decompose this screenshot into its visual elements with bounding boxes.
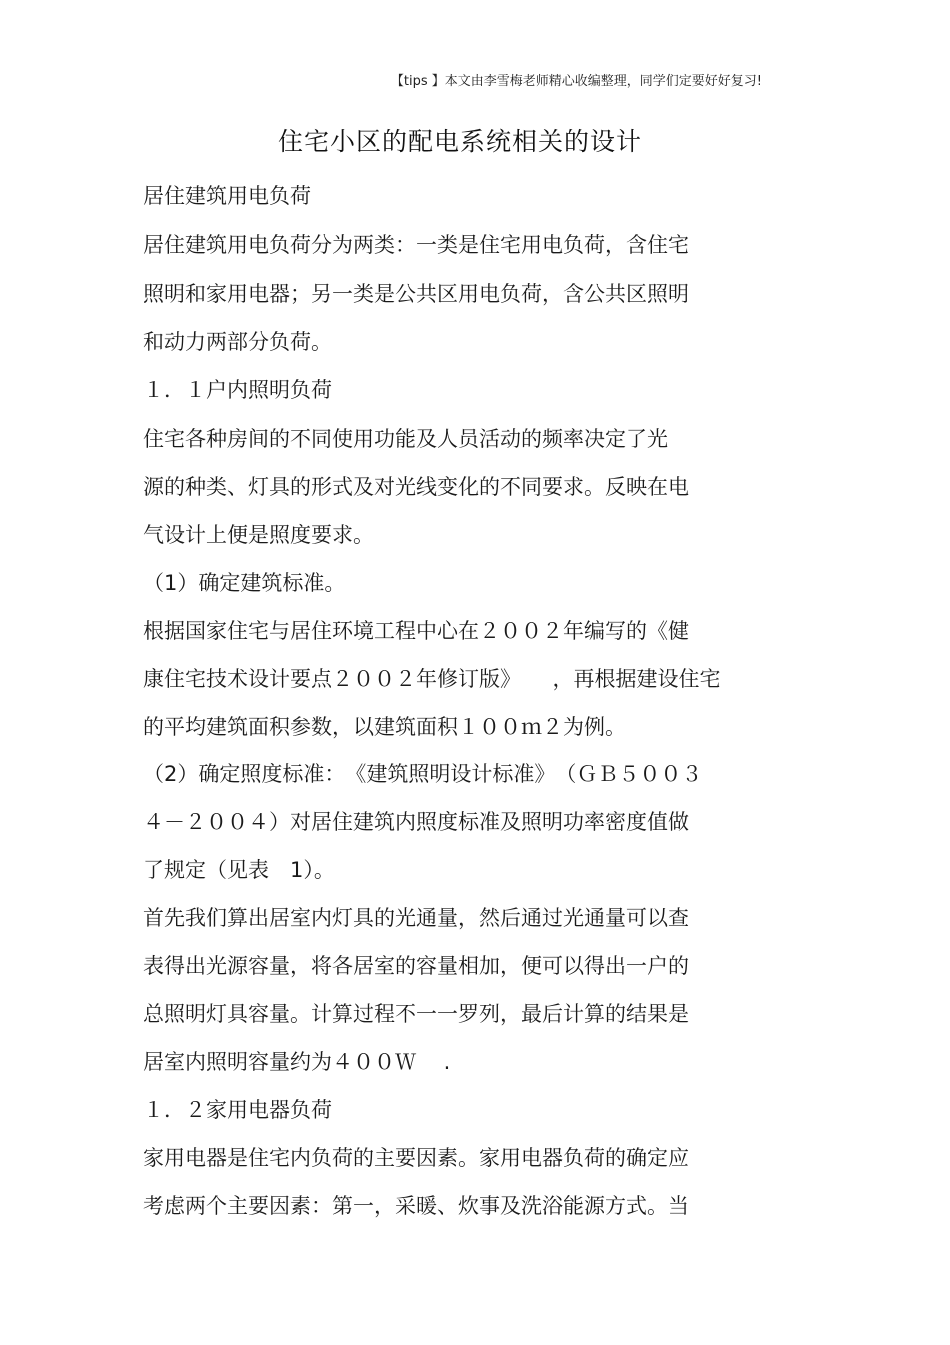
paragraph-line: 居室内照明容量约为４００Ｗ .: [143, 1050, 451, 1074]
paragraph-line: 了规定（见表 1）。: [143, 858, 335, 882]
paragraph-line: 表得出光源容量，将各居室的容量相加，便可以得出一户的: [143, 954, 689, 978]
paragraph-line: 住宅各种房间的不同使用功能及人员活动的频率决定了光: [143, 427, 668, 451]
paragraph-line: 根据国家住宅与居住环境工程中心在２００２年编写的《健: [143, 619, 689, 643]
header-tip-note: 【tips 】本文由李雪梅老师精心收编整理，同学们定要好好复习!: [390, 74, 762, 89]
paragraph-line: 气设计上便是照度要求。: [143, 523, 374, 547]
paragraph-line: ４－２００４）对居住建筑内照度标准及照明功率密度值做: [143, 810, 689, 834]
paragraph-line: （1）确定建筑标准。: [143, 571, 346, 595]
paragraph-line: 康住宅技术设计要点２００２年修订版》 ，再根据建设住宅: [143, 667, 721, 691]
paragraph-line: 总照明灯具容量。计算过程不一一罗列，最后计算的结果是: [143, 1002, 689, 1026]
section-heading: １．１户内照明负荷: [143, 378, 332, 402]
paragraph-line: 家用电器是住宅内负荷的主要因素。家用电器负荷的确定应: [143, 1146, 689, 1170]
paragraph-line: 的平均建筑面积参数，以建筑面积１００ｍ２为例。: [143, 715, 626, 739]
paragraph-line: 源的种类、灯具的形式及对光线变化的不同要求。反映在电: [143, 475, 689, 499]
paragraph-line: 居住建筑用电负荷分为两类：一类是住宅用电负荷，含住宅: [143, 233, 689, 257]
paragraph-line: 考虑两个主要因素：第一，采暖、炊事及洗浴能源方式。当: [143, 1194, 689, 1218]
paragraph-line: 照明和家用电器；另一类是公共区用电负荷，含公共区照明: [143, 282, 689, 306]
paragraph-line: 和动力两部分负荷。: [143, 330, 332, 354]
document-title: 住宅小区的配电系统相关的设计: [277, 127, 642, 156]
paragraph-line: 首先我们算出居室内灯具的光通量，然后通过光通量可以查: [143, 906, 689, 930]
section-heading: 居住建筑用电负荷: [143, 184, 311, 208]
section-heading: １．２家用电器负荷: [143, 1098, 332, 1122]
paragraph-line: （2）确定照度标准： 《建筑照明设计标准》 （ＧＢ５００３: [143, 762, 703, 786]
